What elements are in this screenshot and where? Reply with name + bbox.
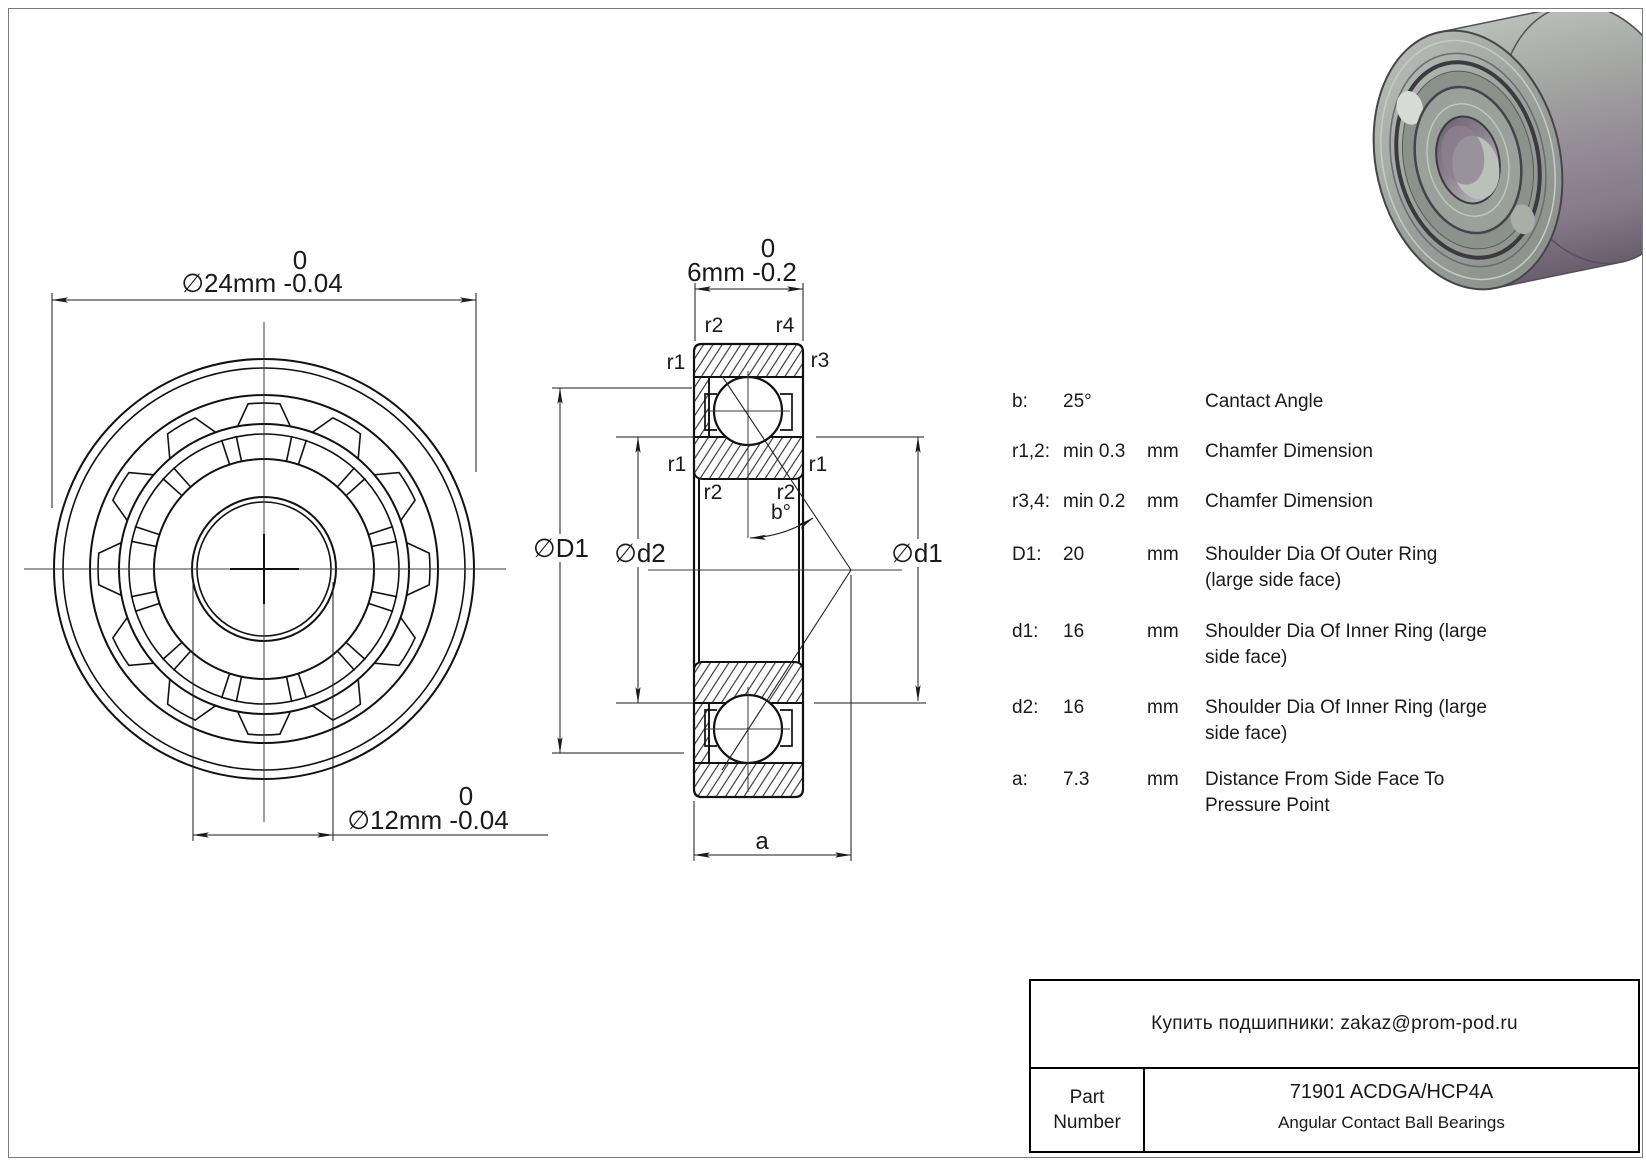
outer-ring-bottom-lobe [694,703,709,763]
spec-value: 20 [1063,544,1085,565]
spec-key: a: [1012,769,1028,790]
chamfer-label-r1: r1 [808,453,828,476]
dim-od-label: ∅24mm -0.04 [181,268,343,298]
spec-desc: Shoulder Dia Of Outer Ring (large side face) [1205,544,1438,591]
title-block [1029,979,1640,1153]
bearing-3d-render [1349,0,1646,311]
spec-value: min 0.3 [1063,441,1126,462]
spec-desc: Shoulder Dia Of Inner Ring (large side face) [1205,621,1487,668]
spec-value: min 0.2 [1063,491,1126,512]
spec-unit: mm [1147,544,1179,565]
bearing-category: Angular Contact Ball Bearings [1278,1113,1505,1132]
part-number-value: 71901 ACDGA/HCP4A [1289,1081,1494,1103]
order-note: Купить подшипники: zakaz@prom-pod.ru [1031,981,1638,1069]
spec-desc: Shoulder Dia Of Inner Ring (large side face) [1205,697,1487,744]
spec-key: r1,2: [1012,441,1051,462]
part-number-label [1031,1069,1145,1151]
spec-value: 16 [1063,697,1085,718]
spec-desc: Chamfer Dimension [1205,441,1373,462]
spec-desc: Distance From Side Face To Pressure Point [1205,769,1445,816]
outer-ring-top-lobe [694,377,709,437]
part-label-line1: Part [1069,1087,1105,1108]
chamfer-label-r2: r2 [776,481,796,504]
dim-width-label: 6mm -0.2 [687,257,797,287]
spec-key: D1: [1012,544,1042,565]
contact-angle-label: b° [770,501,792,524]
front-view-dim-labels [181,245,508,835]
spec-key: r3,4: [1012,491,1051,512]
spec-unit: mm [1147,697,1179,718]
spec-key: b: [1012,391,1028,412]
dim-bore-label: ∅12mm -0.04 [347,805,509,835]
spec-value: 16 [1063,621,1085,642]
chamfer-label-r2: r2 [704,314,724,337]
spec-value: 25° [1063,391,1092,412]
spec-value: 7.3 [1063,769,1090,790]
dim-od-zero: 0 [292,245,308,275]
dim-D1-label: ∅D1 [533,533,589,563]
dim-bore-zero: 0 [458,781,474,811]
front-view-centerlines [24,322,506,822]
spec-unit: mm [1147,441,1179,462]
spec-desc: Chamfer Dimension [1205,491,1373,512]
chamfer-label-r3: r3 [810,349,830,372]
chamfer-label-r1: r1 [666,351,686,374]
section-view [648,344,902,797]
spec-key: d1: [1012,621,1039,642]
spec-unit: mm [1147,491,1179,512]
spec-key: d2: [1012,697,1039,718]
part-number-cell [1145,1069,1638,1151]
dim-d1-label: ∅d1 [891,538,943,568]
dim-d2-label: ∅d2 [614,538,666,568]
spec-unit: mm [1147,621,1179,642]
spec-desc: Cantact Angle [1205,391,1324,412]
dim-a-label: a [755,828,769,855]
chamfer-label-r4: r4 [775,314,795,337]
chamfer-label-r1: r1 [667,453,687,476]
part-label-line2: Number [1053,1112,1121,1133]
spec-unit: mm [1147,769,1179,790]
chamfer-label-r2: r2 [703,481,723,504]
dim-width-zero: 0 [760,233,776,263]
